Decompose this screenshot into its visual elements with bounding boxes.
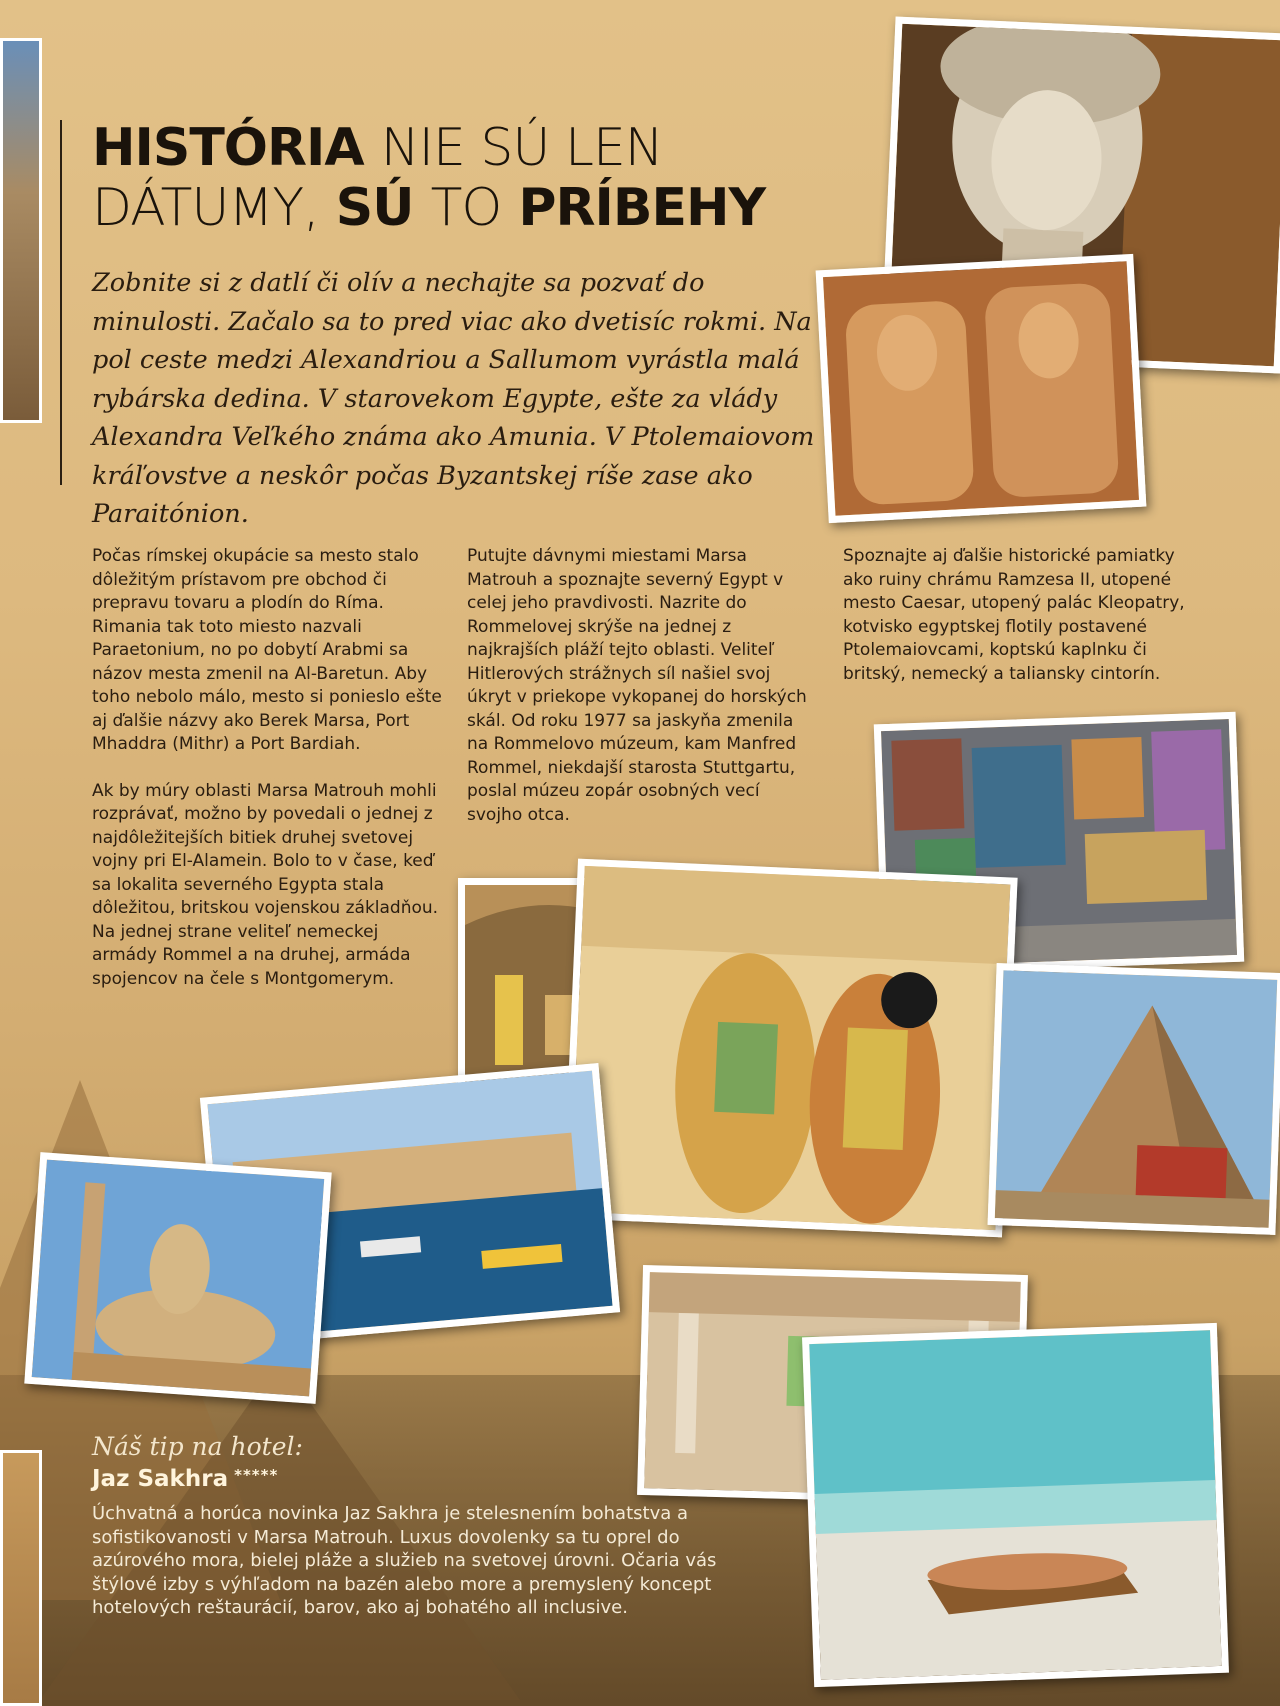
headline-bold-2: SÚ — [335, 178, 414, 238]
photo-sphinx-column — [24, 1152, 331, 1404]
photo-pharaoh-statues — [816, 254, 1147, 523]
hotel-tip-title: Náš tip na hotel: — [92, 1432, 303, 1461]
hotel-tip-name-row — [92, 1466, 278, 1492]
photo-beach-lounger — [802, 1323, 1229, 1687]
body-column-1 — [92, 545, 442, 1014]
body-column-2 — [467, 545, 817, 850]
photo-egyptian-papyrus — [562, 859, 1017, 1238]
headline-bold-1: HISTÓRIA — [92, 118, 364, 178]
column-1-paragraph-2: Ak by múry oblasti Marsa Matrouh mohli rozprávať, možno by povedali o jednej z najdôležitejších bitiek druhej svetovej vojny pri El-Alamein. Bolo to v čase, keď sa lokalita severného Egypta stala dôležitou, britskou vojenskou základňou. Na jednej strane veliteľ nemeckej armády Rommel a na druhej, armáda spojencov na čele s Montgomerym. — [92, 780, 439, 989]
hotel-tip-text: Úchvatná a horúca novinka Jaz Sakhra je stelesnením bohatstva a sofistikovanosti v Marsa Matrouh. Luxus dovolenky sa tu oprel do azúrového mora, bielej pláže a služieb na svetovej úrovni. Očaria vás štýlové izby s výhľadom na bazén alebo more a premyslený koncept hotelových reštaurácií, barov, ako aj bohatého all inclusive. — [92, 1503, 717, 1618]
column-1-paragraph-1: Počas rímskej okupácie sa mesto stalo dôležitým prístavom pre obchod či prepravu tovaru a plodín do Ríma. Rimania tak toto miesto nazvali Paraetonium, no po dobytí Arabmi sa názov mesta zmenil na Al-Baretun. Aby toho nebolo málo, mesto si ponieslo ešte aj ďalšie názvy ako Berek Marsa, Port Mhaddra (Mithr) a Port Bardiah. — [92, 546, 442, 754]
title-rule — [60, 120, 62, 485]
headline-thin-3: TO — [430, 178, 502, 238]
lead-paragraph: Zobnite si z datlí či olív a nechajte sa pozvať do minulosti. Začalo sa to pred viac ako dvetisíc rokmi. Na pol ceste medzi Alexandriou a Sallumom vyrástla malá rybárska dedina. V starovekom Egypte, ešte za vlády Alexandra Veľkého známa ako Amunia. V Ptolemaiovom kráľovstve a neskôr počas Byzantskej ríše zase ako Paraitónion. — [92, 268, 815, 529]
hotel-stars: ***** — [234, 1466, 279, 1484]
left-edge-photo-top — [0, 38, 42, 423]
photo-giza-pyramid — [988, 963, 1280, 1235]
column-2-paragraph-1: Putujte dávnymi miestami Marsa Matrouh a spoznajte severný Egypt v celej jeho pravdivosti. Nazrite do Rommelovej skrýše na jednej z najkrajších pláží tejto oblasti. Veliteľ Hitlerových strážnych síl našiel svoj úkryt v priekope vykopanej do horských skál. Od roku 1977 sa jaskyňa zmenila na Rommelovo múzeum, kam Manfred Rommel, niekdajší starosta Stuttgartu, poslal múzeu zopár osobných vecí svojho otca. — [467, 546, 807, 825]
hotel-name: Jaz Sakhra — [92, 1466, 229, 1492]
headline-bold-3: PRÍBEHY — [518, 178, 766, 238]
body-column-3 — [843, 545, 1193, 709]
left-edge-photo-bottom — [0, 1450, 42, 1706]
headline-thin-2: DÁTUMY, — [92, 178, 319, 238]
headline-thin-1: NIE SÚ LEN — [380, 118, 663, 178]
page-headline — [92, 118, 852, 238]
column-3-paragraph-1: Spoznajte aj ďalšie historické pamiatky ako ruiny chrámu Ramzesa II, utopené mesto Caesar, utopený palác Kleopatry, kotvisko egyptskej flotily postavené Ptolemaiovcami, koptskú kaplnku či britský, nemecký a taliansky cintorín. — [843, 546, 1185, 684]
